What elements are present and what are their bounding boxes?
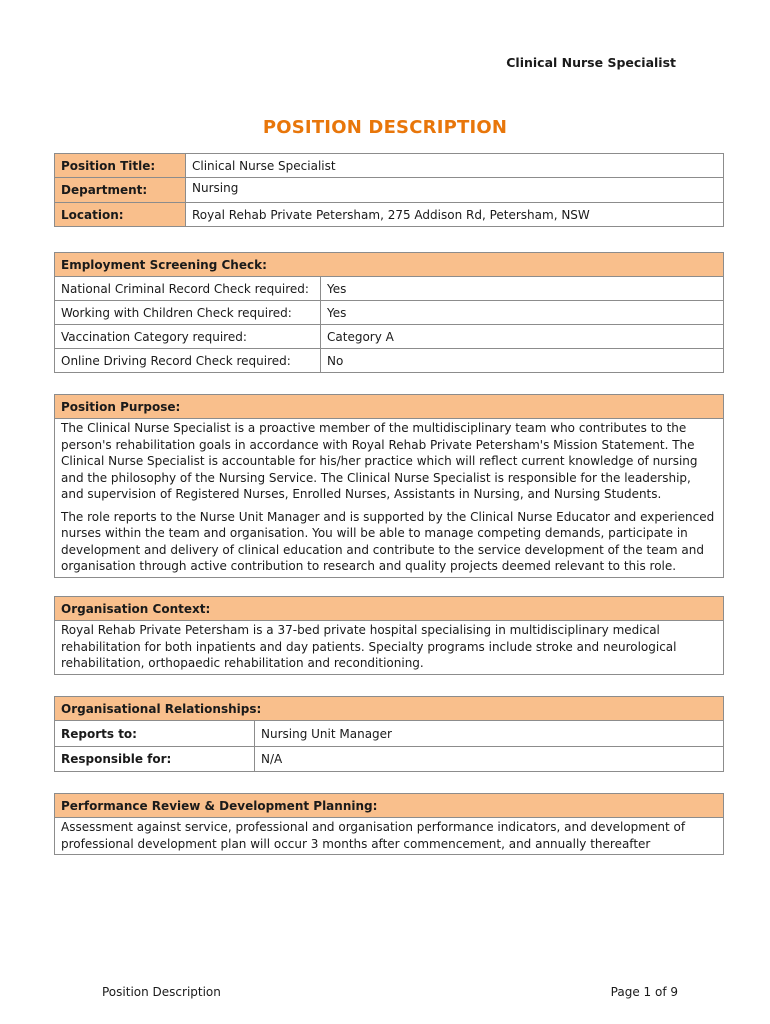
running-header-title: Clinical Nurse Specialist bbox=[506, 55, 676, 70]
table-row bbox=[55, 253, 724, 277]
location-label: Location: bbox=[55, 203, 186, 227]
position-title-label: Position Title: bbox=[55, 154, 186, 178]
screening-label: Working with Children Check required: bbox=[55, 301, 321, 325]
purpose-paragraph: The role reports to the Nurse Unit Manager and is supported by the Clinical Nurse Educator and experienced nurses within the team and organisation. You will be able to manage competing demands, participate in development and delivery of clinical education and contribute to the service development of the team and organisation through active contribution to research and quality projects deemed relevant to this role. bbox=[61, 509, 715, 573]
relationships-heading: Organisational Relationships: bbox=[55, 697, 724, 721]
screening-value: Category A bbox=[321, 325, 724, 349]
footer-page-number: Page 1 of 9 bbox=[610, 985, 678, 999]
purpose-heading: Position Purpose: bbox=[55, 395, 724, 419]
reports-to-value: Nursing Unit Manager bbox=[255, 721, 724, 747]
table-row bbox=[55, 794, 724, 818]
department-value: Nursing bbox=[186, 178, 724, 203]
screening-table bbox=[54, 252, 724, 373]
document-title: POSITION DESCRIPTION bbox=[262, 117, 508, 138]
screening-heading: Employment Screening Check: bbox=[55, 253, 724, 277]
table-row bbox=[55, 395, 724, 419]
table-row bbox=[55, 325, 724, 349]
review-heading: Performance Review & Development Planning: bbox=[55, 794, 724, 818]
table-row bbox=[55, 301, 724, 325]
table-row bbox=[55, 203, 724, 227]
screening-label: Online Driving Record Check required: bbox=[55, 349, 321, 373]
table-row bbox=[55, 154, 724, 178]
position-info-table bbox=[54, 153, 724, 227]
context-text: Royal Rehab Private Petersham is a 37-bed private hospital specialising in multidisciplinary medical rehabilitation for both inpatients and day patients. Specialty programs include stroke and neurological rehabilitation, orthopaedic rehabilitation and reconditioning. bbox=[55, 621, 724, 675]
review-table bbox=[54, 793, 724, 855]
footer-document-name: Position Description bbox=[102, 985, 221, 999]
purpose-body bbox=[55, 419, 724, 578]
table-row bbox=[55, 597, 724, 621]
review-text: Assessment against service, professional and organisation performance indicators, and development of professional development plan will occur 3 months after commencement, and annually thereafter bbox=[55, 818, 724, 855]
table-row bbox=[55, 818, 724, 855]
context-heading: Organisation Context: bbox=[55, 597, 724, 621]
table-row bbox=[55, 178, 724, 203]
table-row bbox=[55, 721, 724, 747]
purpose-paragraph: The Clinical Nurse Specialist is a proactive member of the multidisciplinary team who contributes to the person's rehabilitation goals in accordance with Royal Rehab Private Petersham's Mission Statement. The Clinical Nurse Specialist is accountable for his/her practice which will reflect current knowledge of nursing and the philosophy of the Nursing Service. The Clinical Nurse Specialist is responsible for the leadership, and supervision of Registered Nurses, Enrolled Nurses, Assistants in Nursing, and Nursing Students. bbox=[61, 421, 698, 501]
screening-value: Yes bbox=[321, 301, 724, 325]
table-row bbox=[55, 277, 724, 301]
table-row bbox=[55, 621, 724, 675]
relationships-table bbox=[54, 696, 724, 772]
responsible-for-label: Responsible for: bbox=[55, 747, 255, 772]
position-title-value: Clinical Nurse Specialist bbox=[186, 154, 724, 178]
table-row bbox=[55, 697, 724, 721]
table-row bbox=[55, 349, 724, 373]
table-row bbox=[55, 747, 724, 772]
reports-to-label: Reports to: bbox=[55, 721, 255, 747]
screening-value: No bbox=[321, 349, 724, 373]
screening-value: Yes bbox=[321, 277, 724, 301]
responsible-for-value: N/A bbox=[255, 747, 724, 772]
screening-label: National Criminal Record Check required: bbox=[55, 277, 321, 301]
location-value: Royal Rehab Private Petersham, 275 Addison Rd, Petersham, NSW bbox=[186, 203, 724, 227]
purpose-table bbox=[54, 394, 724, 578]
screening-label: Vaccination Category required: bbox=[55, 325, 321, 349]
department-label: Department: bbox=[55, 178, 186, 203]
context-table bbox=[54, 596, 724, 675]
table-row bbox=[55, 419, 724, 578]
